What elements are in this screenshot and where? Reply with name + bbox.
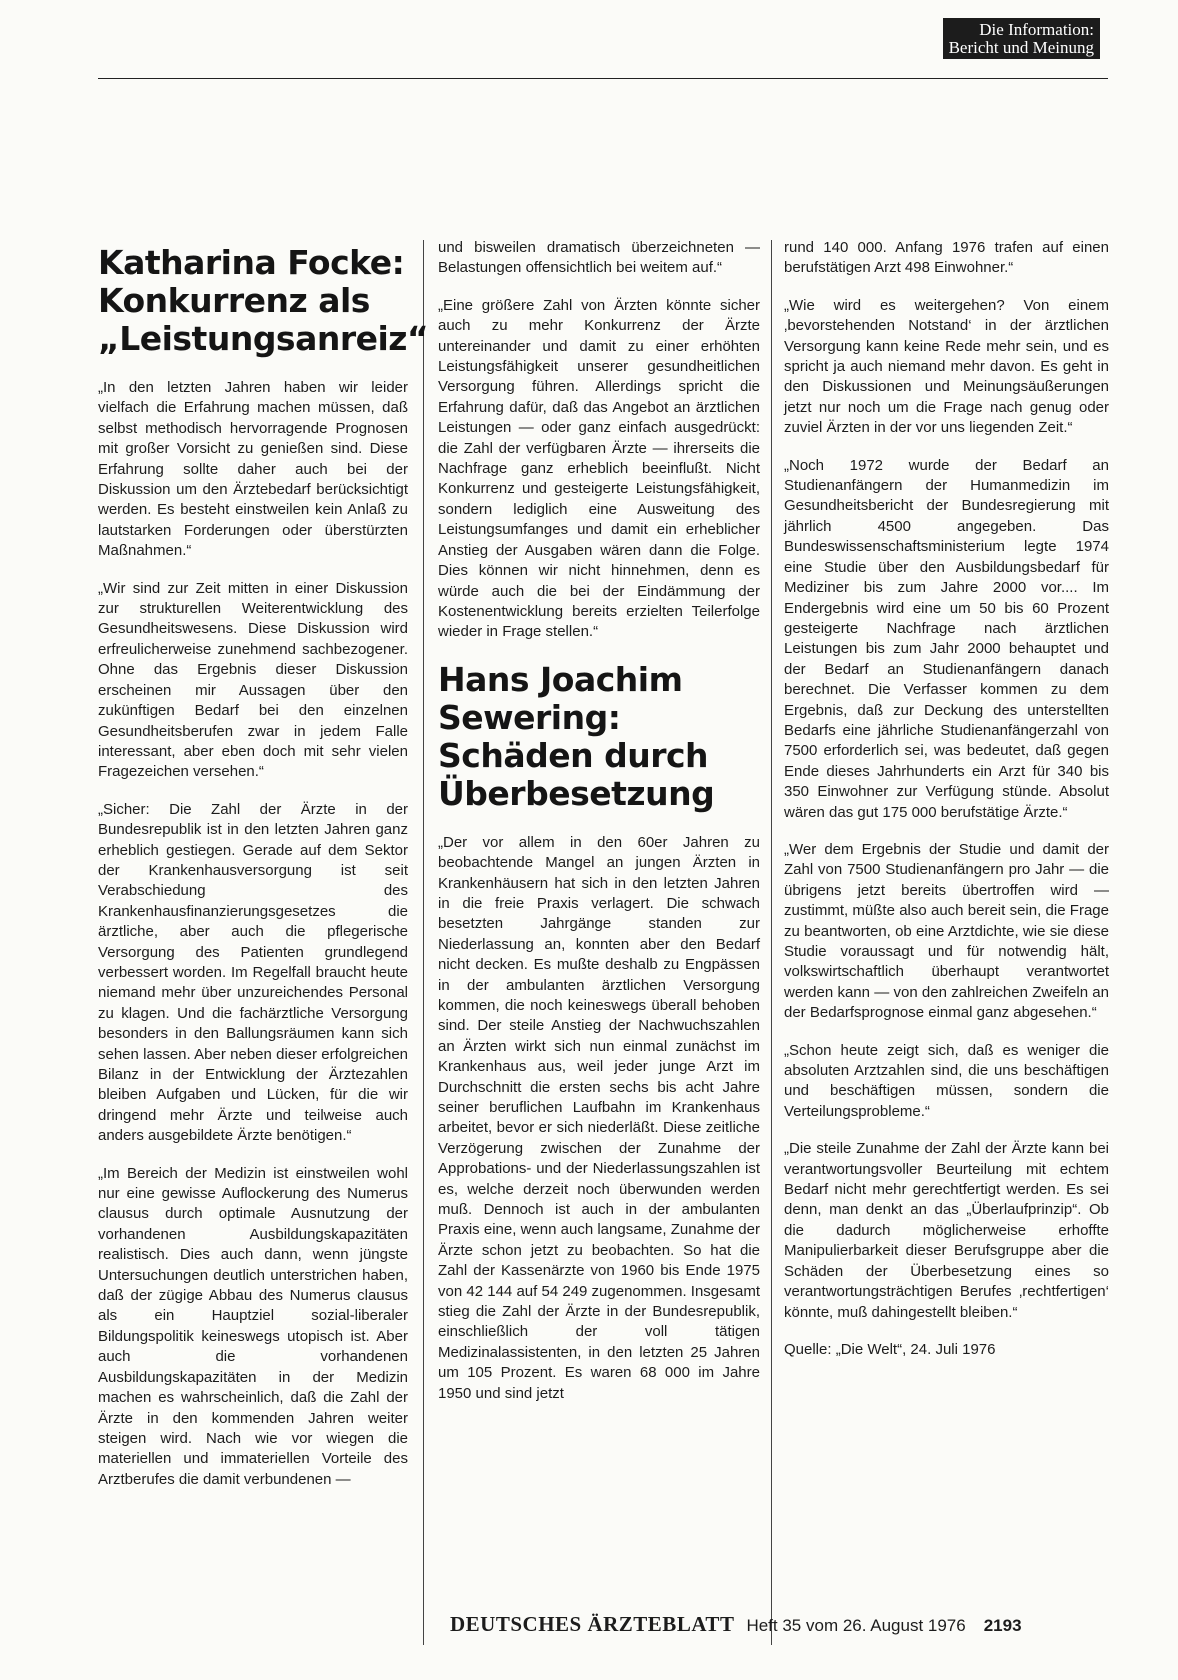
journal-name: DEUTSCHES ÄRZTEBLATT	[450, 1612, 735, 1636]
paragraph: „Der vor allem in den 60er Jahren zu beobachtende Mangel an jungen Ärzten in Krankenhäusern hat sich in den letzten Jahren in die freie Praxis verlagert. Die schwach besetzten Jahrgänge standen zur Niederlassung an, konnten aber den Bedarf nicht decken. Es mußte deshalb zu Engpässen in der ambulanten ärztlichen Versorgung kommen, die noch keineswegs überall behoben sind. Der steile Anstieg der Nachwuchszahlen an Ärzten wirkt sich nun einmal zunächst im Krankenhaus aus, weil jeder junge Arzt im Durchschnitt die ersten sechs bis acht Jahre seiner beruflichen Laufbahn im Krankenhaus arbeitet, bevor er sich niederläßt. Diese zeitliche Verzögerung zwischen der Zunahme der Approbations- und der Niederlassungszahlen ist es, welche derzeit noch überwunden werden muß. Dennoch ist auch in der ambulanten Praxis eine, wenn auch langsame, Zunahme der Ärzte schon jetzt zu beobachten. So hat die Zahl der Kassenärzte von 1960 bis Ende 1975 von 42 144 auf 54 249 zugenommen. Insgesamt stieg die Zahl der Ärzte in der Bundesrepublik, einschließlich der voll tätigen Medizinalassistenten, in den letzten 25 Jahren um 105 Prozent. Es waren 68 000 im Jahre 1950 und sind jetzt	[438, 833, 760, 1402]
column-divider	[423, 240, 424, 1645]
paragraph: „Schon heute zeigt sich, daß es weniger die absoluten Arztzahlen sind, die uns beschäftigen und beschäftigen müssen, sondern die Verteilungsprobleme.“	[784, 1041, 1109, 1120]
source-citation: Quelle: „Die Welt“, 24. Juli 1976	[784, 1340, 996, 1358]
page-footer	[450, 1612, 1110, 1637]
paragraph: „Die steile Zunahme der Zahl der Ärzte kann bei verantwortungsvoller Beurteilung mit echtem Bedarf nicht mehr gerechtfertigt werden. Es sei denn, man denkt an das „Überlaufprinzip“. Ob die dadurch möglicherweise erhoffte Manipulierbarkeit dieser Berufsgruppe aber die Schäden der Überbesetzung eines so verantwortungsträchtigen Berufes ‚rechtfertigen‘ könnte, muß dahingestellt bleiben.“	[784, 1140, 1109, 1321]
section-label-line2: Bericht und Meinung	[948, 38, 1094, 57]
paragraph: „Noch 1972 wurde der Bedarf an Studienanfängern der Humanmedizin im Gesundheitsbericht der Bundesregierung mit jährlich 4500 angegeben. Das Bundeswissenschaftsministerium legte 1974 eine Studie über den Ausbildungsbedarf für Mediziner bis zum Jahre 2000 vor.... Im Endergebnis wird eine um 50 bis 60 Prozent gesteigerte Nachfrage nach ärztlichen Leistungen bis zum Jahr 2000 behauptet und der Bedarf an Studienanfängern danach berechnet. Die Verfasser kommen zu dem Ergebnis, daß zur Deckung des unterstellten Bedarfs eine jährliche Studienanfängerzahl von 7500 erforderlich sei, was bedeutet, daß gegen Ende dieses Jahrhunderts ein Arzt für 340 bis 350 Einwohner zur Verfügung stünde. Absolut wären das gut 175 000 berufstätige Ärzte.“	[784, 456, 1109, 821]
paragraph: „Eine größere Zahl von Ärzten könnte sicher auch zu mehr Konkurrenz der Ärzte untereinander und damit zu einer erhöhten Leistungsfähigkeit unserer gesundheitlichen Versorgung führen. Allerdings spricht die Erfahrung dafür, daß das Angebot an ärztlichen Leistungen — oder ganz einfach ausgedrückt: die Zahl der verfügbaren Ärzte — ihrerseits die Nachfrage ganz erheblich beeinflußt. Nicht Konkurrenz und gesteigerte Leistungsfähigkeit, sondern lediglich eine Ausweitung des Leistungsumfanges und damit ein erheblicher Anstieg der Ausgaben wären dann die Folge. Dies können wir nicht hinnehmen, denn es würde auch die bei der Eindämmung der Kostenentwicklung bereits erzielten Teilerfolge wieder in Frage stellen.“	[438, 296, 760, 641]
issue-info: Heft 35 vom 26. August 1976	[746, 1616, 966, 1635]
paragraph: „Wir sind zur Zeit mitten in einer Diskussion zur strukturellen Weiterentwicklung des Gesundheitswesens. Diese Diskussion wird erfreulicherweise zunehmend sachbezogener. Ohne das Ergebnis dieser Diskussion erscheinen mir Aussagen über den zukünftigen Bedarf bei den einzelnen Gesundheitsberufen zwar in jedem Falle interessant, aber eben doch mit sehr vielen Fragezeichen versehen.“	[98, 579, 408, 781]
paragraph: „Im Bereich der Medizin ist einstweilen wohl nur eine gewisse Auflockerung des Numerus clausus durch optimale Ausnutzung der vorhandenen Ausbildungskapazitäten realistisch. Dies auch dann, wenn jüngste Untersuchungen deutlich unterstrichen haben, daß der zügige Abbau des Numerus clausus als ein Hauptziel sozial-liberaler Bildungspolitik keineswegs utopisch ist. Aber auch die vorhandenen Ausbildungskapazitäten in der Medizin machen es wahrscheinlich, daß die Zahl der Ärzte in den kommenden Jahren weiter steigen wird. Nach wie vor wiegen die materiellen und immateriellen Vorteile des Arztberufes die damit verbundenen —	[98, 1164, 408, 1488]
paragraph: „In den letzten Jahren haben wir leider vielfach die Erfahrung machen müssen, daß selbst methodisch hervorragende Prognosen mit großer Vorsicht zu genießen sind. Diese Erfahrung sollte daher auch bei der Diskussion um den Ärztebedarf berücksichtigt werden. Es besteht einstweilen kein Anlaß zu lautstarken Forderungen oder überstürzten Maßnahmen.“	[98, 379, 408, 560]
paragraph: „Wie wird es weitergehen? Von einem ‚bevorstehenden Notstand‘ in der ärztlichen Versorgung kann keine Rede mehr sein, und es spricht ja auch niemand mehr davon. Es geht in den Diskussionen und Meinungsäußerungen jetzt nur noch um die Frage nach genug oder zuviel Ärzten in der vor uns liegenden Zeit.“	[784, 296, 1109, 437]
column-divider	[771, 240, 772, 1645]
section-label-line1: Die Information:	[979, 20, 1094, 39]
headline-sewering: Hans Joachim Sewering: Schäden durch Überbesetzung	[438, 659, 715, 813]
headline-focke: Katharina Focke: Konkurrenz als „Leistungsanreiz“	[98, 243, 429, 358]
column-2	[438, 238, 760, 1421]
paragraph: rund 140 000. Anfang 1976 trafen auf einen berufstätigen Arzt 498 Einwohner.“	[784, 239, 1109, 277]
paragraph: „Wer dem Ergebnis der Studie und damit der Zahl von 7500 Studienanfängern pro Jahr — die übrigens jetzt bereits übertroffen wird — zustimmt, müßte also auch bereit sein, die Frage zu beantworten, ob eine Arztdichte, wie sie diese Studie voraussagt und für notwendig hält, volkswirtschaftlich überhaupt verantwortet werden kann — von den zahlreichen Zweifeln an der Bedarfsprognose einmal ganz abgesehen.“	[784, 840, 1109, 1022]
column-1	[98, 238, 429, 1507]
paragraph: und bisweilen dramatisch überzeichneten — Belastungen offensichtlich bei weitem auf.“	[438, 239, 760, 277]
column-3	[784, 238, 1109, 1360]
header-rule	[98, 78, 1108, 79]
page-number: 2193	[983, 1616, 1022, 1635]
section-label	[943, 18, 1100, 59]
paragraph: „Sicher: Die Zahl der Ärzte in der Bundesrepublik ist in den letzten Jahren ganz erheblich gestiegen. Gerade auf dem Sektor der Krankenhausversorgung ist seit Verabschiedung des Krankenhausfinanzierungsgesetzes die ärztliche, aber auch die pflegerische Versorgung des Patienten grundlegend verbessert worden. Im Regelfall braucht heute niemand mehr über unzureichendes Personal zu klagen. Und die fachärztliche Versorgung besonders in den Ballungsräumen kann sich sehen lassen. Aber neben dieser erfolgreichen Bilanz in der Entwicklung der Ärztezahlen bleiben Aufgaben und Lücken, für die wir dringend mehr Ärzte und teilweise auch anders ausgebildete Ärzte benötigen.“	[98, 800, 408, 1145]
